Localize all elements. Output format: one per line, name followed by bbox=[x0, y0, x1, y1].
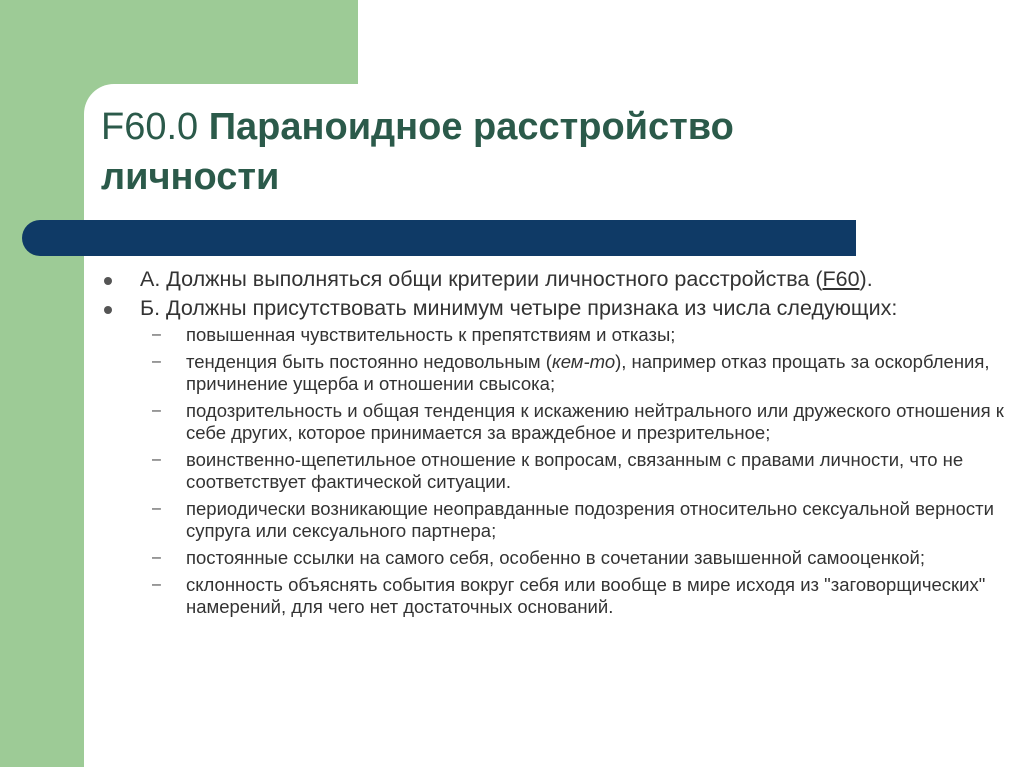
bullet-b-text: Б. Должны присутствовать минимум четыре признака из числа следующих: bbox=[140, 296, 898, 320]
bullet-a bbox=[104, 266, 1004, 292]
dash-icon: – bbox=[152, 451, 161, 468]
title-text: Параноидное расстройство личности bbox=[101, 106, 734, 198]
criteria-text-italic: кем-то bbox=[551, 351, 616, 372]
title-underline-bar bbox=[22, 220, 856, 256]
criteria-item bbox=[104, 324, 1004, 346]
dash-icon: – bbox=[152, 402, 161, 419]
criteria-text: подозрительность и общая тенденция к искажению нейтрального или дружеского отношения к себе других, которое принимается за враждебное и презрительное; bbox=[186, 400, 1004, 443]
slide-body bbox=[104, 266, 1004, 623]
dash-icon: – bbox=[152, 576, 161, 593]
criteria-text: склонность объяснять события вокруг себя или вообще в мире исходя из "заговорщических" намерений, для чего нет достаточных оснований. bbox=[186, 574, 986, 617]
criteria-item bbox=[104, 351, 1004, 395]
dash-icon: – bbox=[152, 326, 161, 343]
bullet-a-suffix: ). bbox=[859, 267, 873, 291]
dash-icon: – bbox=[152, 549, 161, 566]
criteria-text: повышенная чувствительность к препятствиям и отказы; bbox=[186, 324, 676, 345]
criteria-item bbox=[104, 400, 1004, 444]
criteria-text-suffix: ), например отказ прощать за оскорбления, причинение ущерба и отношении свысока; bbox=[186, 351, 990, 394]
criteria-item bbox=[104, 547, 1004, 569]
criteria-item bbox=[104, 449, 1004, 493]
slide-title bbox=[101, 102, 861, 202]
bullet-b bbox=[104, 295, 1004, 321]
bullet-a-prefix: А. Должны выполняться общи критерии личностного расстройства ( bbox=[140, 267, 823, 291]
criteria-text: воинственно-щепетильное отношение к вопросам, связанным с правами личности, что не соответствует фактической ситуации. bbox=[186, 449, 964, 492]
f60-link[interactable]: F60 bbox=[822, 267, 860, 291]
green-left-strip bbox=[0, 0, 84, 767]
bullet-dot-icon bbox=[104, 306, 112, 314]
dash-icon: – bbox=[152, 353, 161, 370]
criteria-text-prefix: тенденция быть постоянно недовольным ( bbox=[186, 351, 552, 372]
title-code: F60.0 bbox=[101, 106, 199, 148]
criteria-list bbox=[104, 324, 1004, 618]
bullet-dot-icon bbox=[104, 277, 112, 285]
criteria-text: постоянные ссылки на самого себя, особенно в сочетании завышенной самооценкой; bbox=[186, 547, 926, 568]
criteria-item bbox=[104, 574, 1004, 618]
criteria-text: периодически возникающие неоправданные подозрения относительно сексуальной верности супруга или сексуального партнера; bbox=[186, 498, 994, 541]
dash-icon: – bbox=[152, 500, 161, 517]
criteria-item bbox=[104, 498, 1004, 542]
